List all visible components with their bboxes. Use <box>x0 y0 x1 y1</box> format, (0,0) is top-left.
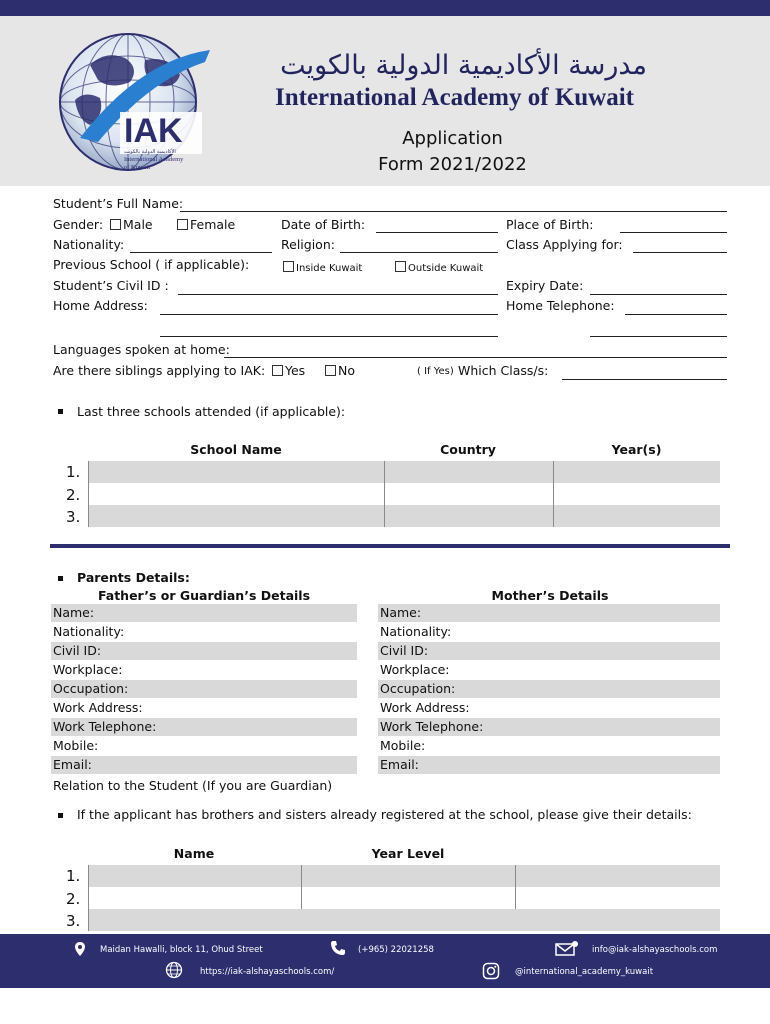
home-address-label: Home Address: <box>53 298 148 313</box>
place-of-birth-line[interactable] <box>620 232 727 233</box>
footer-instagram[interactable]: @international_academy_kuwait <box>515 967 654 977</box>
footer-bar <box>0 934 770 988</box>
male-label: Male <box>123 217 153 232</box>
relation-label: Relation to the Student (If you are Guardian) <box>53 778 333 793</box>
mother-field-label: Civil ID: <box>380 643 429 658</box>
inside-kuwait-option[interactable] <box>283 261 362 275</box>
father-field-label: Civil ID: <box>53 643 102 658</box>
father-field-row[interactable] <box>51 699 357 717</box>
footer-website[interactable]: https://iak-alshayaschools.com/ <box>200 967 335 977</box>
mother-field-row[interactable] <box>378 604 720 622</box>
school-table-divider-2 <box>384 461 385 527</box>
father-field-row[interactable] <box>51 642 357 660</box>
gender-label: Gender: <box>53 217 104 232</box>
siblings-yes-checkbox[interactable] <box>272 365 283 376</box>
footer-phone[interactable]: (+965) 22021258 <box>358 945 434 955</box>
father-field-label: Occupation: <box>53 681 129 696</box>
father-field-label: Work Address: <box>53 700 143 715</box>
col-years: Year(s) <box>611 442 662 457</box>
sibling-table-divider-2 <box>301 865 302 909</box>
footer-email[interactable]: info@iak-alshayaschools.com <box>592 945 718 955</box>
male-checkbox[interactable] <box>110 219 121 230</box>
school-row-1-fill[interactable] <box>88 461 720 483</box>
siblings-no-option[interactable] <box>325 364 355 378</box>
sibling-row-2-num: 2. <box>66 890 81 908</box>
civil-id-line[interactable] <box>178 294 498 295</box>
instagram-icon <box>482 962 500 980</box>
siblings-no-label: No <box>338 363 355 378</box>
siblings-yes-label: Yes <box>285 363 306 378</box>
which-class-line[interactable] <box>562 379 727 380</box>
form-title <box>300 126 605 178</box>
father-title: Father’s or Guardian’s Details <box>97 588 311 603</box>
phone-icon <box>330 940 346 956</box>
mother-field-row[interactable] <box>378 718 720 736</box>
mother-field-label: Nationality: <box>380 624 452 639</box>
father-field-row[interactable] <box>51 661 357 679</box>
school-row-3-num: 3. <box>66 508 81 526</box>
email-icon <box>555 940 579 956</box>
dob-label: Date of Birth: <box>281 217 366 232</box>
female-label: Female <box>190 217 236 232</box>
male-option[interactable] <box>110 218 153 232</box>
father-field-label: Work Telephone: <box>53 719 157 734</box>
father-field-label: Nationality: <box>53 624 125 639</box>
previous-school-label: Previous School ( if applicable): <box>53 257 250 272</box>
which-class-label: Which Class/s: <box>458 363 549 378</box>
school-table-divider-1 <box>88 461 89 527</box>
father-field-label: Name: <box>53 605 95 620</box>
bullet-icon <box>58 409 63 414</box>
mother-field-row[interactable] <box>378 623 720 641</box>
home-tel-line[interactable] <box>625 314 727 315</box>
mother-field-label: Work Telephone: <box>380 719 484 734</box>
father-field-row[interactable] <box>51 604 357 622</box>
outside-kuwait-label: Outside Kuwait <box>408 263 484 274</box>
dob-line[interactable] <box>376 232 498 233</box>
sibling-row-1-num: 1. <box>66 867 81 885</box>
mother-field-row[interactable] <box>378 737 720 755</box>
mother-field-row[interactable] <box>378 642 720 660</box>
iak-globe-logo <box>50 20 210 180</box>
sibling-row-3-num: 3. <box>66 912 81 930</box>
globe-icon <box>165 961 183 979</box>
place-of-birth-label: Place of Birth: <box>506 217 594 232</box>
siblings-yes-option[interactable] <box>272 364 305 378</box>
mother-field-label: Workplace: <box>380 662 450 677</box>
school-table-divider-3 <box>553 461 554 527</box>
mother-field-label: Mobile: <box>380 738 426 753</box>
languages-label: Languages spoken at home: <box>53 342 230 357</box>
school-name-english: International Academy of Kuwait <box>274 84 635 111</box>
school-name-arabic: مدرسة الأكاديمية الدولية بالكويت <box>280 50 647 81</box>
expiry-line[interactable] <box>590 294 727 295</box>
class-applying-label: Class Applying for: <box>506 237 623 252</box>
logo-text: IAK <box>124 112 183 150</box>
civil-id-label: Student’s Civil ID : <box>53 278 169 293</box>
form-title-line1: Application <box>402 128 503 149</box>
home-address-line-2[interactable] <box>160 336 498 337</box>
father-field-row[interactable] <box>51 680 357 698</box>
mother-field-row[interactable] <box>378 756 720 774</box>
mother-field-row[interactable] <box>378 699 720 717</box>
school-row-1-num: 1. <box>66 463 81 481</box>
sibling-row-1-fill[interactable] <box>88 865 720 887</box>
mother-title: Mother’s Details <box>491 588 609 603</box>
school-row-2-num: 2. <box>66 486 81 504</box>
mother-field-row[interactable] <box>378 680 720 698</box>
inside-kuwait-checkbox[interactable] <box>283 261 294 272</box>
outside-kuwait-option[interactable] <box>395 261 483 275</box>
class-applying-line[interactable] <box>633 252 727 253</box>
female-checkbox[interactable] <box>177 219 188 230</box>
home-address-line[interactable] <box>160 314 498 315</box>
mother-field-label: Work Address: <box>380 700 470 715</box>
logo-caption-2: of Kuwait <box>124 164 151 171</box>
form-title-line2: Form 2021/2022 <box>378 154 527 175</box>
nationality-line[interactable] <box>130 252 272 253</box>
siblings-no-checkbox[interactable] <box>325 365 336 376</box>
col-school-name: School Name <box>190 442 282 457</box>
father-field-row[interactable] <box>51 737 357 755</box>
home-tel-label: Home Telephone: <box>506 298 615 313</box>
full-name-label: Student’s Full Name: <box>53 196 184 211</box>
religion-line[interactable] <box>340 252 498 253</box>
top-bar <box>0 0 770 16</box>
father-field-row[interactable] <box>51 623 357 641</box>
female-option[interactable] <box>177 218 235 232</box>
section-divider <box>50 544 730 548</box>
father-field-label: Email: <box>53 757 92 772</box>
mother-field-label: Name: <box>380 605 422 620</box>
inside-kuwait-label: Inside Kuwait <box>296 263 363 274</box>
footer-address: Maidan Hawalli, block 11, Ohud Street <box>100 945 263 955</box>
col-year-level: Year Level <box>371 846 445 861</box>
home-tel-line-2[interactable] <box>590 336 727 337</box>
father-field-label: Mobile: <box>53 738 99 753</box>
siblings-reg-heading: If the applicant has brothers and sisters already registered at the school, please give their details: <box>77 807 692 822</box>
parents-heading: Parents Details: <box>77 570 190 585</box>
father-field-row[interactable] <box>51 756 357 774</box>
col-name: Name <box>173 846 215 861</box>
father-field-row[interactable] <box>51 718 357 736</box>
mother-field-label: Occupation: <box>380 681 456 696</box>
nationality-label: Nationality: <box>53 237 125 252</box>
expiry-label: Expiry Date: <box>506 278 584 293</box>
outside-kuwait-checkbox[interactable] <box>395 261 406 272</box>
bullet-icon <box>58 576 63 581</box>
languages-line[interactable] <box>224 357 727 358</box>
mother-field-label: Email: <box>380 757 419 772</box>
mother-field-row[interactable] <box>378 661 720 679</box>
father-field-label: Workplace: <box>53 662 123 677</box>
col-country: Country <box>440 442 496 457</box>
location-pin-icon <box>72 941 88 957</box>
sibling-row-3-fill[interactable] <box>88 909 720 931</box>
if-yes-label: ( If Yes) <box>417 366 454 377</box>
sibling-table-divider-3 <box>515 865 516 909</box>
bullet-icon <box>58 813 63 818</box>
sibling-table-divider-1 <box>88 865 89 931</box>
full-name-line[interactable] <box>180 211 727 212</box>
school-row-3-fill[interactable] <box>88 505 720 527</box>
logo-arabic: الأكاديمية الدولية بالكويت <box>124 149 176 155</box>
logo-caption-1: International Academy <box>124 156 184 163</box>
religion-label: Religion: <box>281 237 335 252</box>
schools-heading: Last three schools attended (if applicable): <box>77 404 346 419</box>
siblings-label: Are there siblings applying to IAK: <box>53 363 266 378</box>
